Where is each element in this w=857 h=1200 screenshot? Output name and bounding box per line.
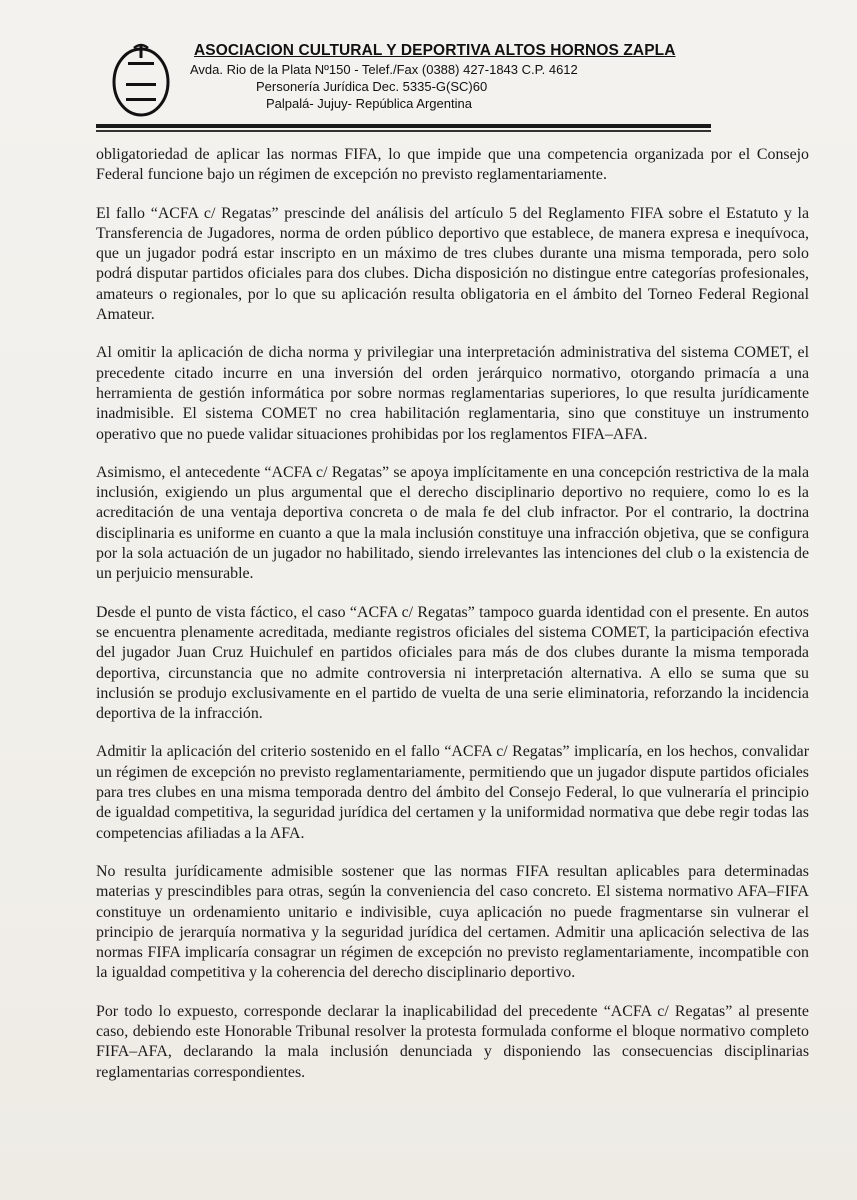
document-body [96, 145, 809, 1101]
paragraph-4: Asimismo, el antecedente “ACFA c/ Regatas” se apoya implícitamente en una concepción restrictiva de la mala inclusión, exigiendo un plus argumental que el derecho disciplinario deportivo no requiere, como lo es la acreditación de una ventaja deportiva concreta o de mala fe del club infractor. Por el contrario, la doctrina disciplinaria es uniforme en cuanto a que la mala inclusión constituye una infracción objetiva, que se configura por la sola actuación de un jugador no habilitado, siendo irrelevantes las intenciones del club o la existencia de un perjuicio mensurable. [96, 463, 809, 583]
letterhead-rule-thick [96, 124, 711, 128]
paragraph-1: obligatoriedad de aplicar las normas FIFA, lo que impide que una competencia organizada por el Consejo Federal funcione bajo un régimen de excepción no previsto reglamentariamente. [96, 146, 809, 184]
letterhead [110, 34, 720, 134]
club-legal-status: Personería Jurídica Dec. 5335-G(SC)60 [256, 79, 488, 94]
club-address: Avda. Rio de la Plata Nº150 - Telef./Fax (0388) 427-1843 C.P. 4612 [190, 62, 578, 77]
paragraph-2: El fallo “ACFA c/ Regatas” prescinde del análisis del artículo 5 del Reglamento FIFA sobre el Estatuto y la Transferencia de Jugadores, norma de orden público deportivo que establece, de manera expresa e inequívoca, que un jugador podrá estar inscripto en un máximo de tres clubes durante una misma temporada, pero solo podrá disputar partidos oficiales para dos clubes. Dicha disposición no distingue entre categorías profesionales, amateurs o regionales, por lo que su aplicación resulta obligatoria en el ámbito del Torneo Federal Regional Amateur. [96, 204, 809, 324]
paragraph-3: Al omitir la aplicación de dicha norma y privilegiar una interpretación administrativa del sistema COMET, el precedente citado incurre en una inversión del orden jerárquico normativo, otorgando primacía a una herramienta de gestión informática por sobre normas reglamentarias superiores, lo que resulta jurídicamente inadmisible. El sistema COMET no crea habilitación reglamentaria, sino que constituye un instrumento operativo que no puede validar situaciones prohibidas por los reglamentos FIFA–AFA. [96, 344, 809, 443]
paragraph-5: Desde el punto de vista fáctico, el caso “ACFA c/ Regatas” tampoco guarda identidad con el presente. En autos se encuentra plenamente acreditada, mediante registros oficiales del sistema COMET, la participación efectiva del jugador Juan Cruz Huichulef en partidos oficiales para más de dos clubes durante la misma temporada deportiva, circunstancia que no admite controversia ni interpretación alternativa. A ello se suma que su inclusión se produjo exclusivamente en el partido de vuelta de una serie eliminatoria, reforzando la incidencia deportiva de la infracción. [96, 603, 809, 723]
paragraph-6: Admitir la aplicación del criterio sostenido en el fallo “ACFA c/ Regatas” implicaría, en los hechos, convalidar un régimen de excepción no previsto reglamentariamente, permitiendo que un jugador dispute partidos oficiales para tres clubes en una misma temporada dentro del ámbito del Consejo Federal, lo que vulneraría el principio de igualdad competitiva, la seguridad jurídica del certamen y la uniformidad normativa que debe regir todas las competencias afiliadas a la AFA. [96, 743, 809, 842]
paragraph-7: No resulta jurídicamente admisible sostener que las normas FIFA resultan aplicables para determinadas materias y prescindibles para otras, según la conveniencia del caso concreto. El sistema normativo AFA–FIFA constituye un ordenamiento unitario e indivisible, cuya aplicación no puede fragmentarse sin vulnerar el principio de jerarquía normativa y la seguridad jurídica del certamen. Admitir una aplicación selectiva de las normas FIFA implicaría consagrar un régimen de excepción no previsto reglamentariamente, incompatible con la igualdad competitiva y la coherencia del derecho disciplinario deportivo. [96, 862, 809, 982]
club-name: ASOCIACION CULTURAL Y DEPORTIVA ALTOS HORNOS ZAPLA [194, 42, 676, 59]
letterhead-rule-thin [96, 130, 711, 132]
club-location: Palpalá- Jujuy- República Argentina [266, 96, 472, 111]
paragraph-8: Por todo lo expuesto, corresponde declarar la inaplicabilidad del precedente “ACFA c/ Regatas” al presente caso, debiendo este Honorable Tribunal resolver la protesta formulada conforme el bloque normativo completo FIFA–AFA, declarando la mala inclusión denunciada y disponiendo las consecuencias disciplinarias reglamentarias correspondientes. [96, 1002, 809, 1081]
club-logo-icon [110, 40, 172, 118]
letterhead-text [190, 42, 730, 112]
